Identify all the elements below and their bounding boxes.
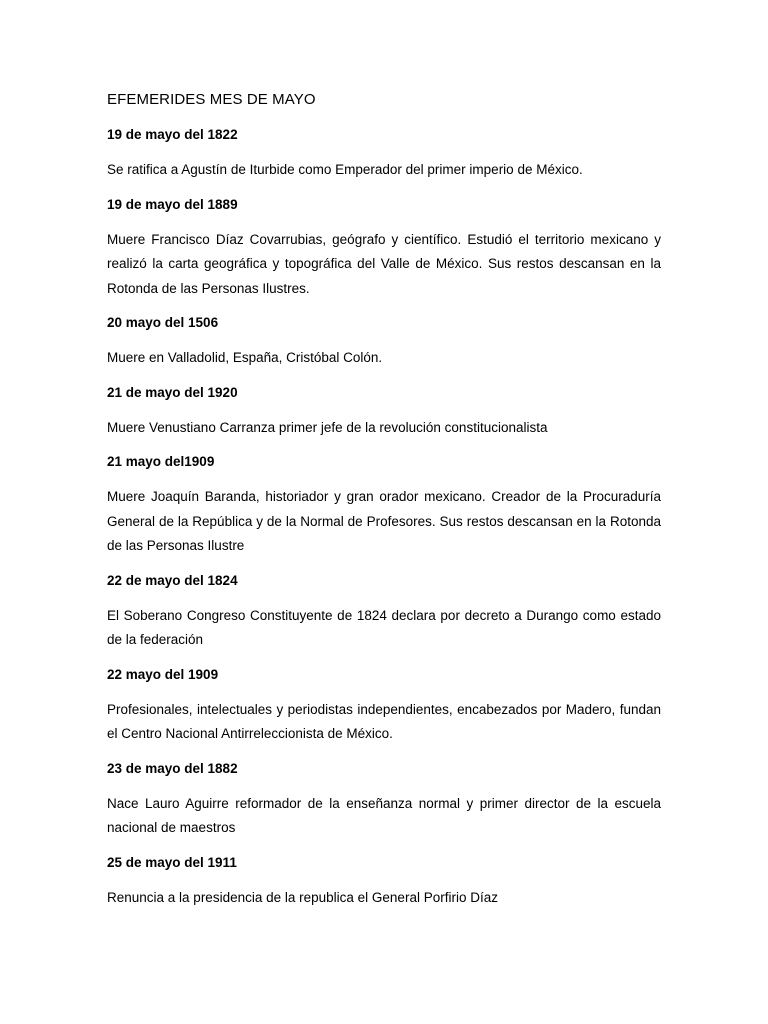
entry-text: Profesionales, intelectuales y periodistas independientes, encabezados por Madero, fundan el Centro Nacional Antirreleccionista de México. <box>107 701 661 741</box>
entry-date: 20 mayo del 1506 <box>107 315 219 330</box>
entry-text: Muere Venustiano Carranza primer jefe de la revolución constitucionalista <box>107 419 548 435</box>
entry <box>107 663 661 747</box>
entry <box>107 450 661 559</box>
entry-text: Muere Francisco Díaz Covarrubias, geógrafo y científico. Estudió el territorio mexicano y realizó la carta geográfica y topográfica del Valle de México. Sus restos descansan en la Rotonda de las Personas Ilustres. <box>107 231 661 296</box>
entry-date: 23 de mayo del 1882 <box>107 760 238 776</box>
entry-text: Muere Joaquín Baranda, historiador y gran orador mexicano. Creador de la Procuraduría General de la República y de la Normal de Profesores. Sus restos descansan en la Rotonda de las Personas Ilustre <box>107 489 661 553</box>
entry-text: Se ratifica a Agustín de Iturbide como Emperador del primer imperio de México. <box>107 162 583 177</box>
entry-date: 19 de mayo del 1822 <box>107 127 238 142</box>
entry-text: Renuncia a la presidencia de la republica el General Porfirio Díaz <box>107 889 498 905</box>
entry <box>107 569 661 653</box>
entry-date: 25 de mayo del 1911 <box>107 854 237 870</box>
entry <box>107 193 661 302</box>
entry-text: El Soberano Congreso Constituyente de 1824 declara por decreto a Durango como estado de la federación <box>107 607 661 647</box>
entry-date: 22 mayo del 1909 <box>107 666 219 682</box>
document-page <box>107 88 661 920</box>
entry-text: Nace Lauro Aguirre reformador de la enseñanza normal y primer director de la escuela nacional de maestros <box>107 795 661 835</box>
entry <box>107 851 661 911</box>
entry <box>107 381 661 441</box>
entry <box>107 311 661 371</box>
entry <box>107 757 661 841</box>
page-title: EFEMERIDES MES DE MAYO <box>107 91 316 108</box>
entry-date: 21 mayo del1909 <box>107 454 215 469</box>
entry <box>107 123 661 183</box>
entry-date: 19 de mayo del 1889 <box>107 196 238 212</box>
entry-date: 22 de mayo del 1824 <box>107 572 238 588</box>
entry-text: Muere en Valladolid, España, Cristóbal Colón. <box>107 350 383 365</box>
entry-date: 21 de mayo del 1920 <box>107 384 238 400</box>
